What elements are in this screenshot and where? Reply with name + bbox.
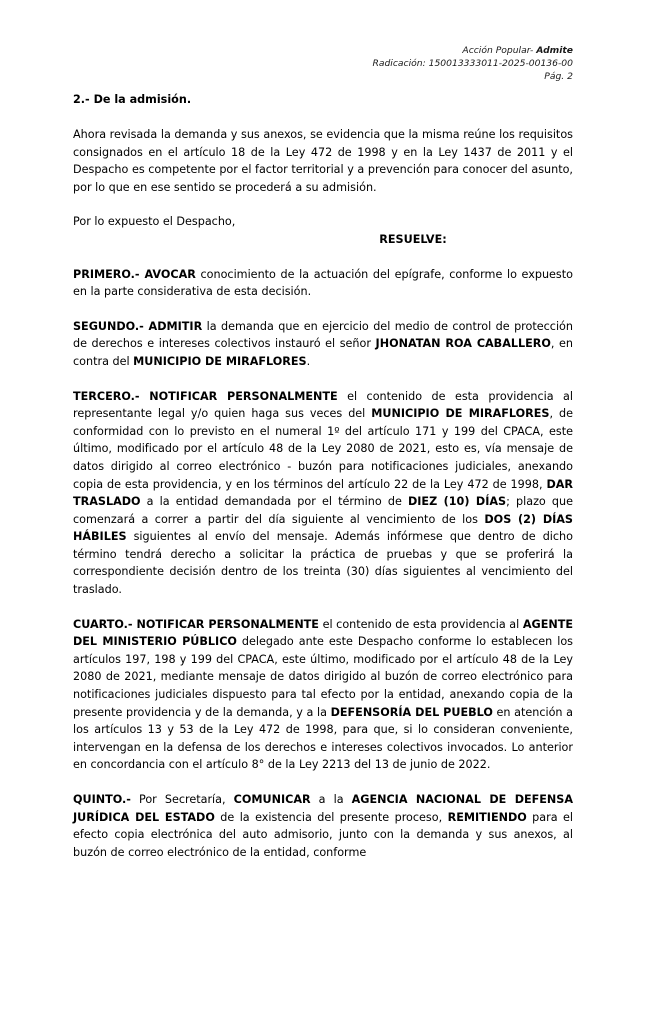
body-text: de la existencia del presente proceso, [214,810,448,824]
emphasis-text: DAR TRASLADO [73,477,573,509]
body-text: Por lo expuesto el Despacho, [73,215,236,229]
resolution-segundo [73,318,573,371]
body-text: a la [310,793,352,806]
header-admite-label: Admite [536,45,573,56]
body-text: Por Secretaría, [130,793,234,806]
emphasis-text: MUNICIPIO DE MIRAFLORES [371,407,550,421]
body-text: delegado ante este Despacho conforme lo establecen los artículos 197, 198 y 199 del CPACA, este último, modificado por el artículo 48 de la Ley 2080 de 2021, mediante mensaje de datos dirigido al buzón de correo electrónico para notificaciones judiciales dispuesto para tal efecto por la entidad, anexando copia de la presente providencia y de la demanda, y a la [73,635,573,719]
resolution-quinto [73,791,573,861]
body-text: a la entidad demandada por el término de [140,495,408,509]
resuelve-label: RESUELVE: [379,232,447,246]
body-text: siguientes al envío del mensaje. Además infórmese que dentro de dicho término tendrá derecho a solicitar la práctica de pruebas y que se proferirá la correspondiente decisión dentro de los treinta (30) días siguientes al vencimiento del traslado. [73,530,573,597]
document-header-meta [153,44,573,84]
emphasis-text: MUNICIPIO DE MIRAFLORES [133,354,307,368]
emphasis-text: DEFENSORÍA DEL PUEBLO [330,705,493,719]
header-line-accion-popular [153,44,573,57]
emphasis-text: SEGUNDO.- ADMITIR [73,319,203,333]
emphasis-text: JHONATAN ROA CABALLERO [375,337,551,351]
body-text: la demanda que en ejercicio del medio de control de protección de derechos e intereses colectivos instauró el señor [73,319,573,351]
body-text: ; plazo que comenzará a correr a partir del día siguiente al vencimiento de los [73,495,573,526]
section-heading-admision: 2.- De la admisión. [73,93,192,106]
emphasis-text: AGENCIA NACIONAL DE DEFENSA JURÍDICA DEL ESTADO [73,793,573,824]
body-text: , de conformidad con lo previsto en el numeral 1º del artículo 171 y 199 del CPACA, este último, modificado por el artículo 48 de la Ley 2080 de 2021, esto es, vía mensaje de datos dirigido al correo electrónico - buzón para notificaciones judiciales, anexando copia de esta providencia, y en los términos del artículo 22 de la Ley 472 de 1998, [73,407,573,491]
header-radicacion: Radicación: 150013333011-2025-00136-00 [372,58,573,70]
paragraph-list [73,126,573,231]
resolution-cuarto [73,616,573,774]
emphasis-text: DOS (2) DÍAS HÁBILES [73,512,573,544]
emphasis-text: PRIMERO.- AVOCAR [73,267,196,281]
body-text: para el efecto copia electrónica del auto admisorio, junto con la demanda y sus anexos, al buzón de correo electrónico de la entidad, conforme [73,810,574,859]
body-text: el contenido de esta providencia al [318,617,523,631]
body-text: . [306,354,311,368]
paragraph-por-lo-expuesto [73,213,573,231]
body-text: en atención a los artículos 13 y 53 de la Ley 472 de 1998, para que, si lo consideran conveniente, intervengan en la defensa de los derechos e intereses colectivos invocados. Lo anterior en concordancia con el artículo 8° de la Ley 2213 del 13 de junio de 2022. [73,705,573,772]
emphasis-text: REMITIENDO [447,810,527,824]
body-text: el contenido de esta providencia al representante legal y/o quien haga sus veces del [73,389,573,421]
emphasis-text: DIEZ (10) DÍAS [407,495,507,509]
emphasis-text: QUINTO.- [73,793,131,806]
header-accion-popular-label: Acción Popular- [462,45,537,56]
body-text: , en contra del [73,337,574,368]
emphasis-text: COMUNICAR [233,793,311,806]
paragraph-revision [73,126,573,196]
emphasis-text: CUARTO.- NOTIFICAR PERSONALMENTE [73,617,319,631]
header-page-number: Pág. 2 [544,71,573,83]
body-text: conocimiento de la actuación del epígrafe, conforme lo expuesto en la parte considerativa de esta decisión. [73,267,573,299]
resolution-tercero [73,388,573,599]
resolution-list [73,266,573,862]
body-text: Ahora revisada la demanda y sus anexos, se evidencia que la misma reúne los requisitos consignados en el artículo 18 de la Ley 472 de 1998 y en la Ley 1437 de 2011 y el Despacho es competente por el factor territorial y a prevención para conocer del asunto, por lo que en ese sentido se procederá a su admisión. [73,128,573,194]
emphasis-text: TERCERO.- NOTIFICAR PERSONALMENTE [73,389,338,403]
emphasis-text: AGENTE DEL MINISTERIO PÚBLICO [73,617,573,649]
resolution-primero [73,266,573,301]
document-body [73,92,573,861]
